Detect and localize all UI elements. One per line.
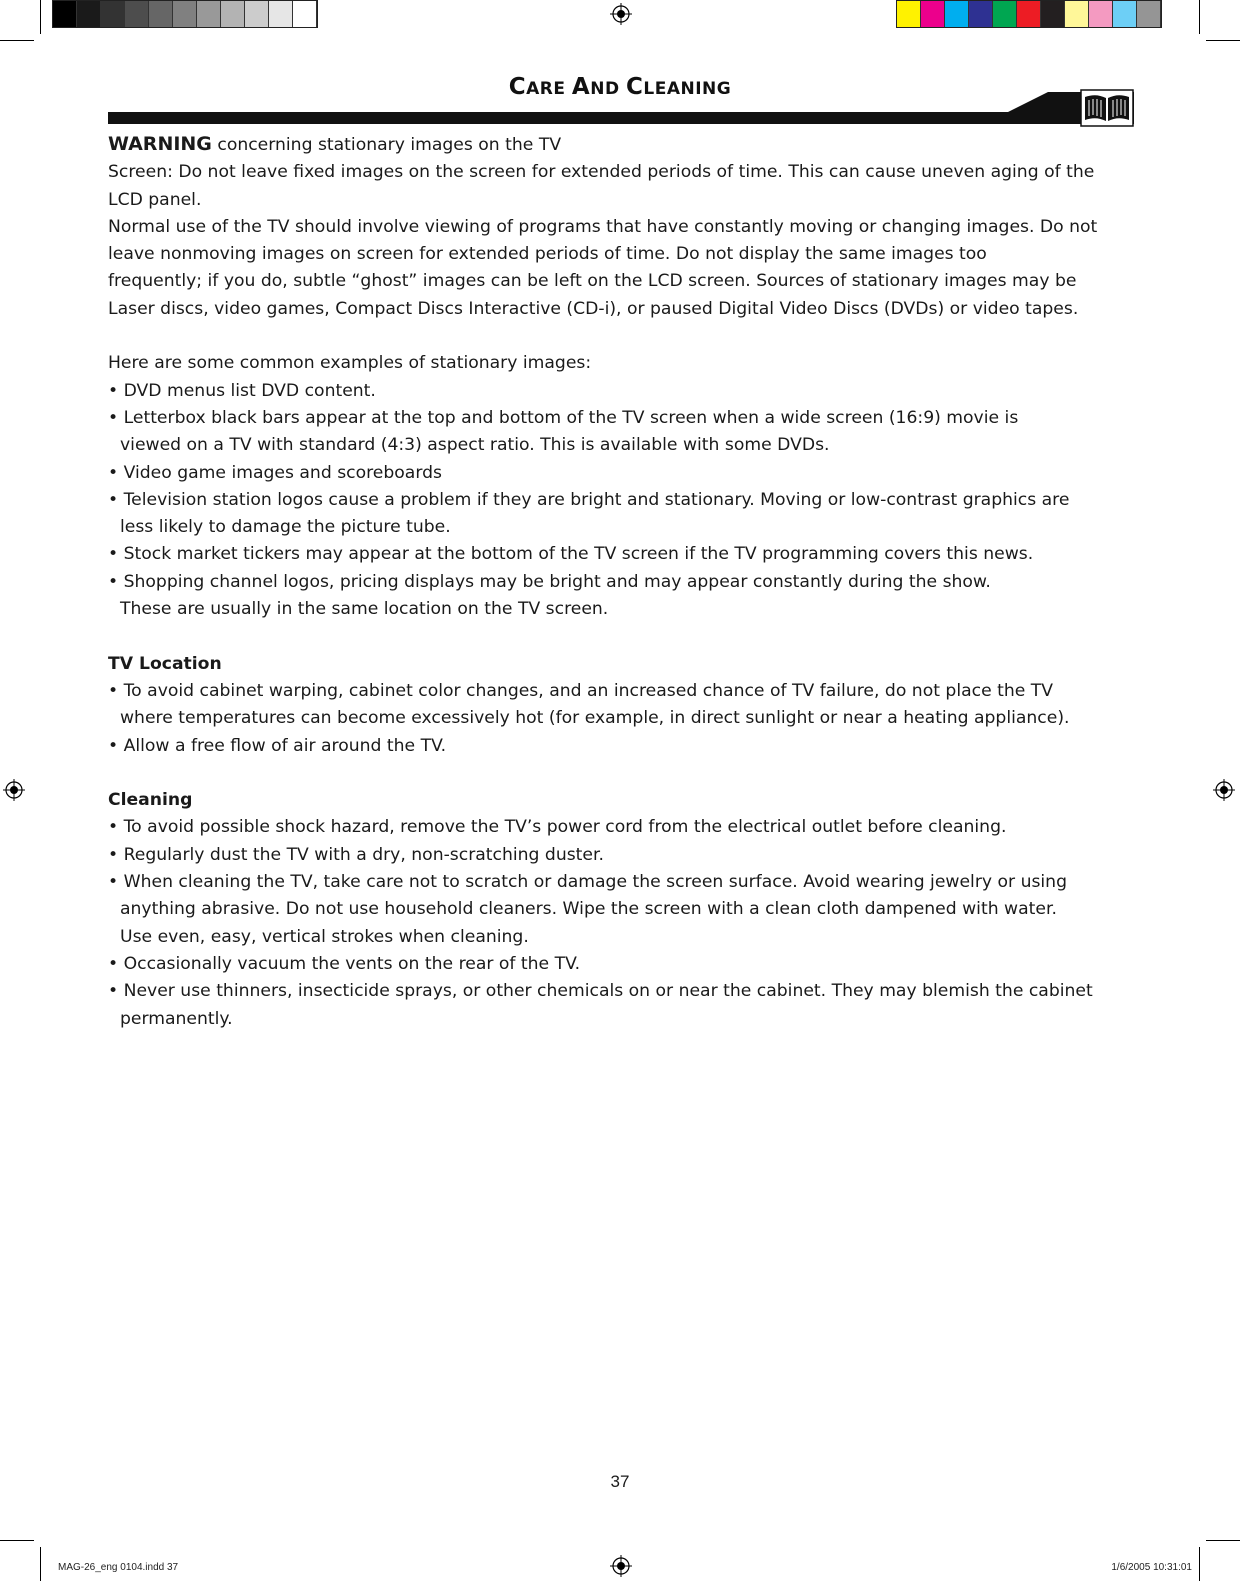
registration-mark-icon	[610, 3, 632, 25]
color-swatch	[245, 1, 269, 27]
color-swatch	[77, 1, 101, 27]
section-heading: Cleaning	[108, 790, 193, 811]
crop-mark	[1206, 1540, 1240, 1541]
color-swatch	[921, 1, 945, 27]
color-swatch	[53, 1, 77, 27]
color-swatch	[149, 1, 173, 27]
crop-mark	[1199, 0, 1200, 34]
grayscale-color-bar	[52, 0, 318, 28]
title-word: AND	[571, 74, 626, 100]
examples-intro: Here are some common examples of stationary images:	[108, 353, 592, 374]
color-swatch	[293, 1, 317, 27]
list-item: • DVD menus list DVD content.	[108, 380, 376, 401]
registration-mark-icon	[1213, 779, 1235, 801]
paragraph-line: Screen: Do not leave fixed images on the screen for extended periods of time. This can cause uneven aging of the	[108, 162, 1095, 183]
color-swatch	[897, 1, 921, 27]
header-rule	[108, 88, 1134, 128]
registration-mark-icon	[610, 1555, 632, 1577]
list-item: • Video game images and scoreboards	[108, 462, 442, 483]
list-item-continuation: less likely to damage the picture tube.	[120, 517, 451, 538]
warning-intro: WARNING concerning stationary images on the TV	[108, 133, 562, 155]
title-word: CLEANING	[626, 74, 732, 100]
paragraph-line: leave nonmoving images on screen for extended periods of time. Do not display the same images too	[108, 244, 987, 265]
section-heading: TV Location	[108, 653, 222, 674]
body-text	[108, 131, 1118, 1033]
process-color-bar	[896, 0, 1162, 28]
list-item: • Television station logos cause a problem if they are bright and stationary. Moving or low-contrast graphics are	[108, 489, 1070, 510]
crop-mark	[1206, 40, 1240, 41]
color-swatch	[1089, 1, 1113, 27]
list-item: • To avoid cabinet warping, cabinet color changes, and an increased chance of TV failure, do not place the TV	[108, 680, 1054, 701]
list-item-continuation: Use even, easy, vertical strokes when cleaning.	[120, 926, 529, 947]
crop-mark	[40, 0, 41, 34]
list-item-continuation: where temperatures can become excessively hot (for example, in direct sunlight or near a heating appliance).	[120, 708, 1070, 729]
color-swatch	[969, 1, 993, 27]
color-swatch	[1113, 1, 1137, 27]
color-swatch	[197, 1, 221, 27]
page-number: 37	[610, 1472, 630, 1491]
list-item: • Shopping channel logos, pricing displays may be bright and may appear constantly during the show.	[108, 571, 991, 592]
list-item: • Occasionally vacuum the vents on the rear of the TV.	[108, 953, 581, 974]
warning-label: WARNING	[108, 133, 212, 155]
open-book-icon	[1080, 89, 1134, 127]
paragraph-line: LCD panel.	[108, 189, 202, 210]
crop-mark	[0, 1540, 34, 1541]
color-swatch	[1017, 1, 1041, 27]
list-item-continuation: These are usually in the same location on the TV screen.	[120, 599, 609, 620]
paragraph-line: Laser discs, video games, Compact Discs Interactive (CD-i), or paused Digital Video Discs (DVDs) or video tapes.	[108, 298, 1079, 319]
list-item-continuation: permanently.	[120, 1008, 233, 1029]
slug-filename: MAG-26_eng 0104.indd 37	[58, 1562, 179, 1573]
color-swatch	[945, 1, 969, 27]
list-item: • When cleaning the TV, take care not to scratch or damage the screen surface. Avoid wearing jewelry or using	[108, 872, 1067, 893]
crop-mark	[1199, 1547, 1200, 1581]
color-swatch	[1041, 1, 1065, 27]
list-item-continuation: viewed on a TV with standard (4:3) aspect ratio. This is available with some DVDs.	[120, 435, 830, 456]
color-swatch	[173, 1, 197, 27]
list-item: • Letterbox black bars appear at the top and bottom of the TV screen when a wide screen (16:9) movie is	[108, 407, 1019, 428]
crop-mark	[40, 1547, 41, 1581]
color-swatch	[269, 1, 293, 27]
color-swatch	[1137, 1, 1161, 27]
list-item: • To avoid possible shock hazard, remove the TV’s power cord from the electrical outlet before cleaning.	[108, 817, 1007, 838]
color-swatch	[1065, 1, 1089, 27]
list-item: • Regularly dust the TV with a dry, non-scratching duster.	[108, 844, 604, 865]
paragraph-line: Normal use of the TV should involve viewing of programs that have constantly moving or changing images. Do not	[108, 216, 1098, 237]
color-swatch	[101, 1, 125, 27]
slug-timestamp: 1/6/2005 10:31:01	[1111, 1562, 1192, 1573]
registration-mark-icon	[3, 779, 25, 801]
title-word: CARE	[508, 74, 572, 100]
list-item: • Stock market tickers may appear at the bottom of the TV screen if the TV programming covers this news.	[108, 544, 1034, 565]
list-item: • Never use thinners, insecticide sprays, or other chemicals on or near the cabinet. They may blemish the cabinet	[108, 981, 1093, 1002]
color-swatch	[125, 1, 149, 27]
crop-mark	[0, 40, 34, 41]
color-swatch	[993, 1, 1017, 27]
list-item-continuation: anything abrasive. Do not use household cleaners. Wipe the screen with a clean cloth dampened with water.	[120, 899, 1057, 920]
color-swatch	[221, 1, 245, 27]
list-item: • Allow a free flow of air around the TV.	[108, 735, 447, 756]
paragraph-line: frequently; if you do, subtle “ghost” images can be left on the LCD screen. Sources of stationary images may be	[108, 271, 1077, 292]
